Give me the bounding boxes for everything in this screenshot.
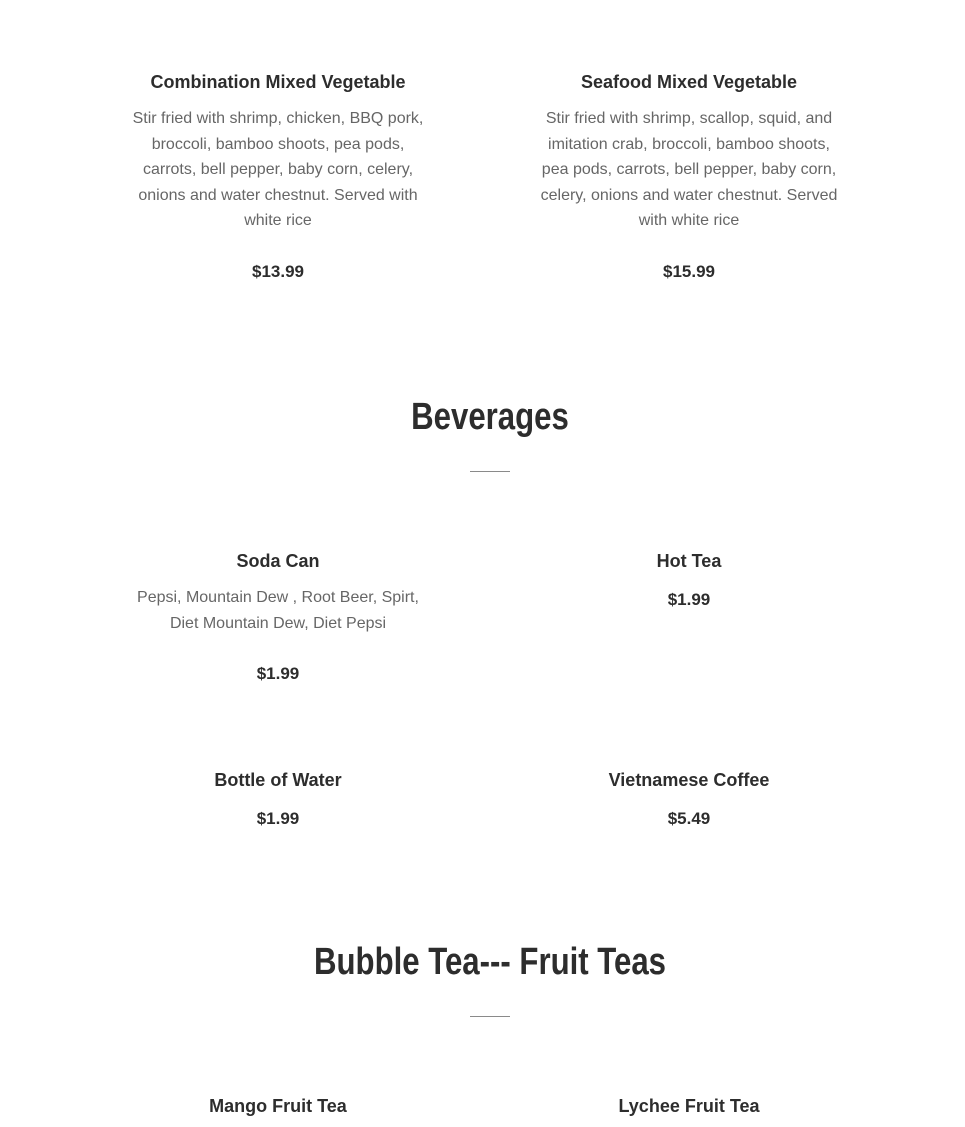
item-price: $1.99	[667, 590, 711, 609]
menu-item-mango-fruit-tea	[128, 1095, 428, 1117]
item-description-line: celery, onions and water chestnut. Served	[540, 186, 838, 204]
item-description-line: white rice	[244, 212, 312, 229]
item-name: Bottle of Water	[214, 770, 342, 790]
item-name: Seafood Mixed Vegetable	[580, 72, 798, 92]
item-price: $15.99	[663, 261, 715, 281]
item-name: Mango Fruit Tea	[209, 1096, 347, 1116]
item-description-line: Diet Mountain Dew, Diet Pepsi	[169, 614, 387, 632]
item-price: $13.99	[252, 261, 304, 281]
section-heading-bubble-tea-fruit-teas: Bubble Tea--- Fruit Teas	[313, 941, 667, 983]
menu-item-lychee-fruit-tea	[539, 1095, 839, 1117]
section-divider	[470, 1016, 510, 1017]
item-description-line: pea pods, carrots, bell pepper, baby corn,	[541, 161, 837, 178]
item-name: Soda Can	[236, 551, 320, 571]
item-price: $1.99	[256, 809, 300, 828]
menu-item-soda-can	[128, 550, 428, 685]
item-description	[539, 106, 839, 234]
item-description	[128, 585, 428, 636]
menu-item-vietnamese-coffee	[539, 769, 839, 830]
item-description-line: broccoli, bamboo shoots, pea pods,	[151, 135, 405, 153]
menu-item-bottle-of-water	[128, 769, 428, 830]
item-price: $1.99	[256, 664, 300, 683]
item-name: Hot Tea	[656, 551, 722, 571]
item-description-line: with white rice	[638, 212, 740, 229]
item-description-line: onions and water chestnut. Served with	[138, 186, 418, 204]
menu-item-seafood-mixed-vegetable	[539, 71, 839, 283]
item-description	[128, 106, 428, 234]
item-name: Vietnamese Coffee	[608, 770, 770, 790]
item-description-line: Stir fried with shrimp, scallop, squid, and	[545, 110, 833, 127]
section-divider	[470, 471, 510, 472]
item-name: Combination Mixed Vegetable	[150, 72, 406, 92]
item-name: Lychee Fruit Tea	[618, 1096, 760, 1116]
item-description-line: imitation crab, broccoli, bamboo shoots,	[548, 135, 830, 153]
menu-item-hot-tea	[539, 550, 839, 611]
item-description-line: Stir fried with shrimp, chicken, BBQ pork,	[132, 110, 424, 127]
item-price: $5.49	[667, 809, 711, 828]
section-heading-beverages: Beverages	[411, 396, 569, 438]
item-description-line: carrots, bell pepper, baby corn, celery,	[142, 161, 414, 178]
item-description-line: Pepsi, Mountain Dew , Root Beer, Spirt,	[137, 589, 419, 606]
menu-item-combination-mixed-vegetable	[128, 71, 428, 283]
